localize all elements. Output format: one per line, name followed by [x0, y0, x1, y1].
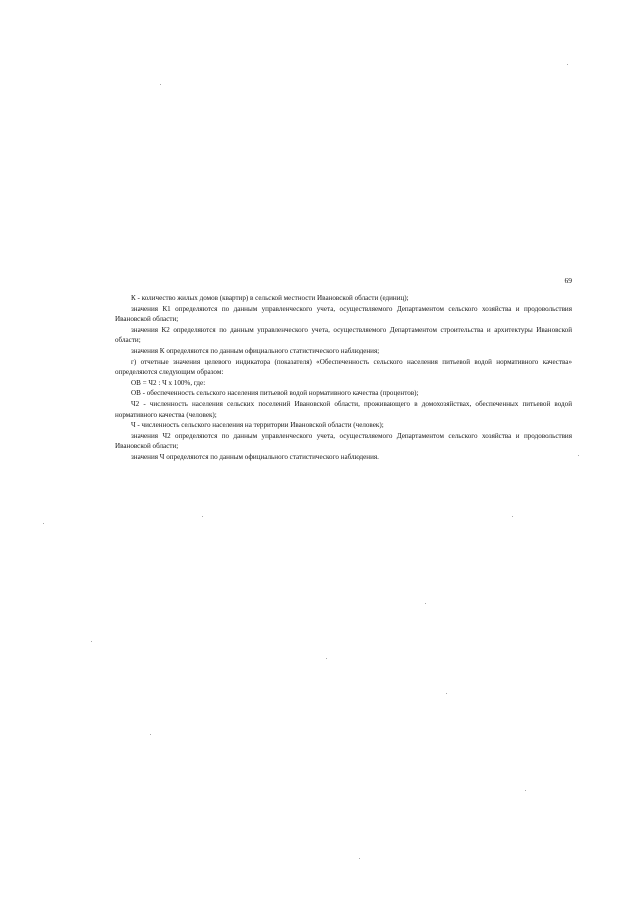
paragraph-ov-definition: ОВ - обеспеченность сельского населения питьевой водой нормативного качества (процентов);	[131, 389, 419, 398]
scan-speck	[525, 790, 526, 791]
scan-speck	[91, 641, 92, 642]
formula-ov: ОВ = Ч2 : Ч х 100%, где:	[131, 378, 206, 387]
page-number: 69	[564, 276, 572, 285]
paragraph-ch2-source: значения Ч2 определяются по данным управленческого учета, осуществляемого Департаментом сельского хозяйства и продовольствия Ивановской области;	[115, 431, 572, 451]
scan-speck	[43, 523, 44, 524]
paragraph-k1-source: значения К1 определяются по данным управленческого учета, осуществляемого Департаментом сельского хозяйства и продовольствия Ивановской области;	[115, 304, 572, 324]
paragraph-k-definition: К - количество жилых домов (квартир) в сельской местности Ивановской области (единиц);	[131, 294, 409, 302]
paragraph-ch-definition: Ч - численность сельского населения на территории Ивановской области (человек);	[131, 421, 384, 430]
scan-speck	[425, 603, 426, 604]
paragraph-indicator-g: г) отчетные значения целевого индикатора (показателя) «Обеспеченность сельского населения питьевой водой нормативного качества» определяются следующим образом:	[115, 357, 572, 377]
scan-speck	[359, 858, 360, 859]
paragraph-ch2-definition: Ч2 - численность населения сельских поселений Ивановской области, проживающего в домохозяйствах, обеспеченных питьевой водой нормативного качества (человек);	[115, 399, 572, 419]
body-text	[115, 293, 572, 463]
paragraph-k-source: значения К определяются по данным официального статистического наблюдения;	[131, 346, 380, 355]
scan-speck	[578, 455, 579, 456]
scan-speck	[567, 64, 568, 65]
scan-speck	[160, 84, 161, 85]
scan-speck	[202, 516, 203, 517]
paragraph-ch-source: значения Ч определяются по данным официального статистического наблюдения.	[131, 452, 379, 461]
scan-speck	[326, 658, 327, 659]
scan-speck	[446, 693, 447, 694]
scan-speck	[512, 516, 513, 517]
paragraph-k2-source: значения К2 определяются по данным управленческого учета, осуществляемого Департаментом строительства и архитектуры Ивановской области;	[115, 325, 572, 345]
scan-speck	[150, 734, 151, 735]
